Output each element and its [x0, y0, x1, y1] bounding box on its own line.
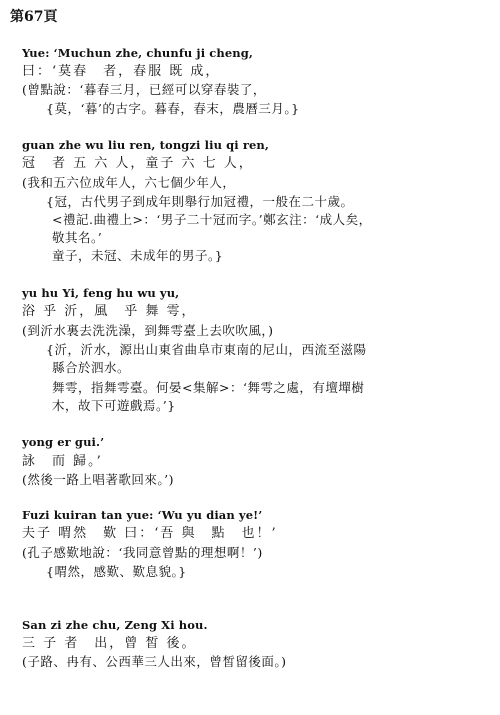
translation-line: (子路、冉有、公西華三人出來，曾皙留後面。) — [22, 654, 287, 669]
pinyin-line: San zi zhe chu, Zeng Xi hou. — [22, 618, 208, 632]
chinese-line: 冠 者 五 六 人，童子 六 七 人， — [22, 156, 254, 171]
note-line: {沂，沂水，源出山東省曲阜市東南的尼山，西流至滋陽 — [46, 342, 367, 357]
chinese-line: 浴 乎 沂，風 乎 舞 雩， — [22, 304, 197, 319]
note-line: {喟然，感歎、歎息貌。} — [46, 564, 187, 579]
note-line: 木，故下可遊戲焉。’} — [52, 398, 176, 413]
pinyin-line: yong er gui.’ — [22, 435, 105, 449]
translation-line: (曾點說：‘暮春三月，已經可以穿春裝了， — [22, 82, 266, 97]
translation-line: (孔子感歎地說：‘我同意曾點的理想啊！’) — [22, 545, 263, 560]
pinyin-line: guan zhe wu liu ren, tongzi liu qi ren, — [22, 138, 269, 152]
chinese-line: 三 子 者 出，曾 皙 後。 — [22, 636, 197, 651]
note-line: 童子，未冠、未成年的男子。} — [52, 248, 224, 263]
note-line: {莫，‘暮’的古字。暮春，春末，農曆三月。} — [46, 101, 300, 116]
chinese-line: 曰：‘莫春 者，春服 既 成， — [22, 64, 221, 79]
pinyin-line: yu hu Yi, feng hu wu yu, — [22, 286, 180, 300]
translation-line: (到沂水裏去洗洗澡，到舞雩臺上去吹吹風，) — [22, 323, 274, 338]
note-line: 舞雩，指舞雩臺。何晏<集解>：‘舞雩之處，有壇墠樹 — [52, 380, 365, 395]
page-number-label: 第67頁 — [10, 9, 58, 25]
pinyin-line: Fuzi kuiran tan yue: ‘Wu yu dian ye!’ — [22, 508, 263, 522]
pinyin-line: Yue: ‘Muchun zhe, chunfu ji cheng, — [22, 46, 253, 60]
chinese-line: 詠 而 歸。’ — [22, 454, 103, 469]
translation-line: (我和五六位成年人，六七個少年人， — [22, 175, 236, 190]
note-line: <禮記.曲禮上>：‘男子二十冠而字。’鄭玄注：‘成人矣， — [52, 212, 372, 227]
note-line: 敬其名。’ — [52, 230, 103, 245]
note-line: {冠，古代男子到成年則舉行加冠禮，一般在二十歲。 — [46, 194, 354, 209]
chinese-line: 夫子 喟然 歎 曰：‘吾 與 點 也！’ — [22, 526, 278, 541]
note-line: 縣合於泗水。 — [52, 360, 131, 375]
translation-line: (然後一路上唱著歌回來。’) — [22, 472, 174, 487]
